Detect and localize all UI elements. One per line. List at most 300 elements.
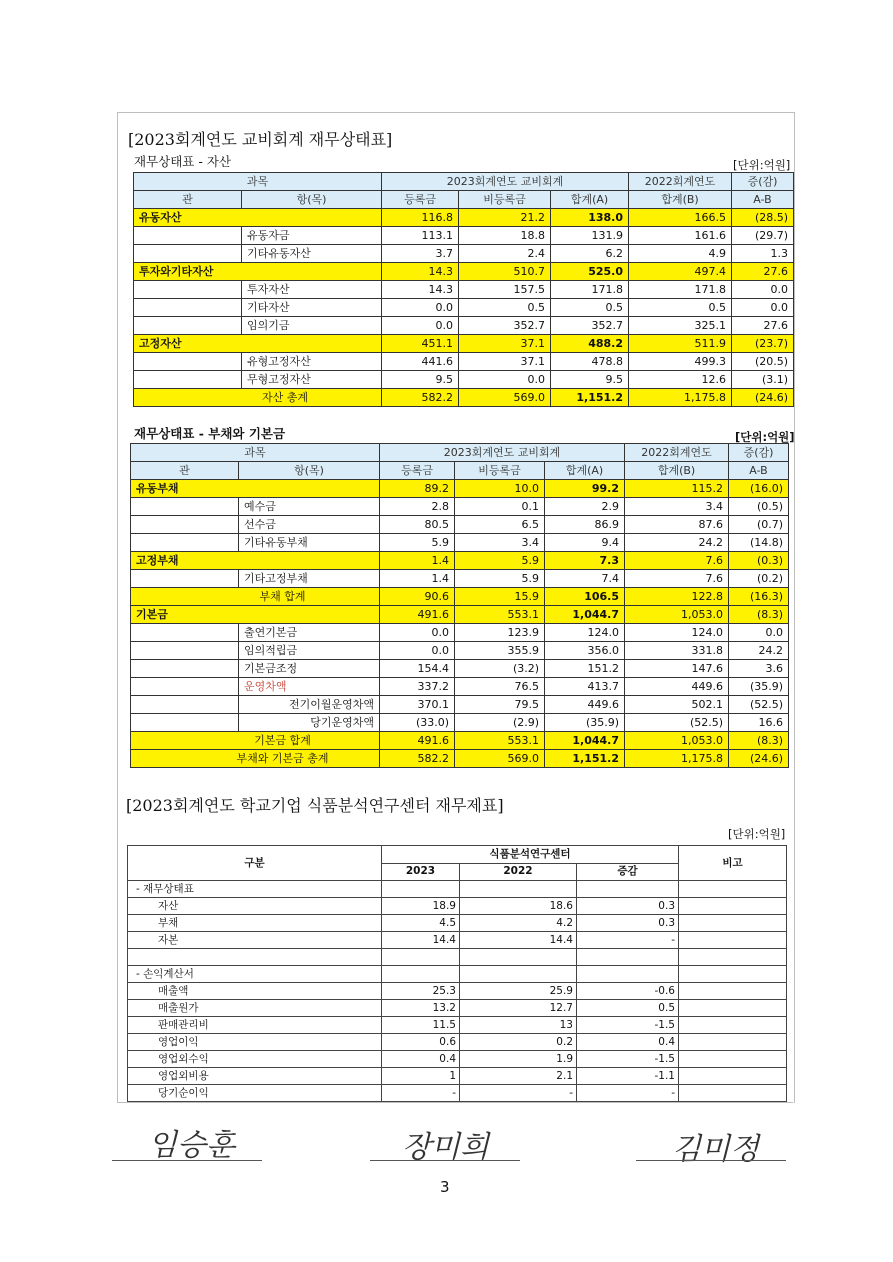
cell-v3: 99.2 [545,480,625,498]
cell-v1: 90.6 [380,588,455,606]
cell-v2: 5.9 [455,552,545,570]
table-row [131,534,789,552]
cell-c [577,949,679,966]
row-hang: 선수금 [239,516,380,534]
cell-v1: 89.2 [380,480,455,498]
cell-b: 14.4 [460,932,577,949]
row-label: - 손익계산서 [128,966,382,983]
cell-v2: 6.5 [455,516,545,534]
row-label: 부채 [128,915,382,932]
cell-v4: 87.6 [625,516,729,534]
cell-v5: (35.9) [729,678,789,696]
cell-v4: 24.2 [625,534,729,552]
cell-v2: (2.9) [455,714,545,732]
section2-unit: [단위:억원] [735,430,795,444]
cell-note [679,1000,787,1017]
cell-v1: 491.6 [380,606,455,624]
col-tuition: 등록금 [382,191,459,209]
cell-v4: 122.8 [625,588,729,606]
cell-a: 0.6 [382,1034,460,1051]
cell-v2: 76.5 [455,678,545,696]
table-row [134,281,794,299]
row-gwan [131,696,239,714]
table-row [131,750,789,768]
col-total-a: 합계(A) [551,191,629,209]
signature-line-3 [636,1160,786,1161]
row-gwan: 유동부채 [131,480,380,498]
cell-c: -0.6 [577,983,679,1000]
cell-a [382,949,460,966]
cell-v1: 2.8 [380,498,455,516]
food-center-table [127,845,787,1102]
col-note: 비고 [679,846,787,881]
cell-v4: 511.9 [629,335,732,353]
cell-b: 2.1 [460,1068,577,1085]
content-frame-bottom [117,1102,793,1103]
cell-v1: 451.1 [382,335,459,353]
col-diff: 증(감) [732,173,794,191]
row-label: 당기순이익 [128,1085,382,1102]
col-prev-year: 2022회계연도 [625,444,729,462]
cell-note [679,898,787,915]
row-label: 판매관리비 [128,1017,382,1034]
cell-c [577,966,679,983]
cell-v1: 0.0 [382,317,459,335]
table-row [134,227,794,245]
cell-v1: 491.6 [380,732,455,750]
col-total-b: 합계(B) [629,191,732,209]
cell-v4: 502.1 [625,696,729,714]
cell-c: -1.5 [577,1017,679,1034]
cell-v5: 0.0 [732,281,794,299]
row-label: 영업이익 [128,1034,382,1051]
cell-v2: 157.5 [459,281,551,299]
row-hang: 기타유동부채 [239,534,380,552]
cell-note [679,983,787,1000]
cell-b: - [460,1085,577,1102]
col-diff: 증(감) [729,444,789,462]
col-subject: 과목 [134,173,382,191]
cell-v3: 0.5 [551,299,629,317]
cell-v4: 1,053.0 [625,606,729,624]
table-row [131,714,789,732]
cell-v5: (0.7) [729,516,789,534]
cell-v5: (16.0) [729,480,789,498]
table-row [128,1034,787,1051]
cell-v3: 9.5 [551,371,629,389]
cell-v5: 27.6 [732,317,794,335]
row-label: 자본 [128,932,382,949]
cell-c: -1.1 [577,1068,679,1085]
cell-v5: (16.3) [729,588,789,606]
cell-a [382,966,460,983]
cell-v1: 582.2 [380,750,455,768]
section2-subtitle: 재무상태표 - 부채와 기본금 [134,426,286,441]
cell-c [577,881,679,898]
asset-table [133,172,794,407]
cell-v3: 1,151.2 [551,389,629,407]
row-gwan [131,642,239,660]
cell-v4: 325.1 [629,317,732,335]
cell-v3: 525.0 [551,263,629,281]
cell-v2: 0.0 [459,371,551,389]
cell-v5: 0.0 [729,624,789,642]
cell-v3: 1,044.7 [545,606,625,624]
cell-v2: 37.1 [459,353,551,371]
section1-subtitle: 재무상태표 - 자산 [134,154,231,169]
col-2022: 2022 [460,863,577,881]
table-row [131,570,789,588]
signature-1: 임승훈 [148,1128,235,1163]
cell-v5: (0.3) [729,552,789,570]
table-row [131,642,789,660]
cell-v5: 24.2 [729,642,789,660]
cell-v1: 80.5 [380,516,455,534]
cell-v2: 553.1 [455,732,545,750]
row-gwan: 고정자산 [134,335,382,353]
col-non-tuition: 비등록금 [455,462,545,480]
table-row [134,263,794,281]
row-gwan: 기본금 [131,606,380,624]
row-gwan [131,516,239,534]
table-row [128,915,787,932]
cell-v2: 5.9 [455,570,545,588]
row-hang: 임의적립금 [239,642,380,660]
cell-v1: 5.9 [380,534,455,552]
col-current-year: 2023회계연도 교비회계 [382,173,629,191]
page-number: 3 [440,1178,450,1196]
cell-c: 0.5 [577,1000,679,1017]
cell-v2: 0.5 [459,299,551,317]
cell-v1: 441.6 [382,353,459,371]
table-row [128,949,787,966]
row-gwan [134,299,242,317]
cell-v1: 154.4 [380,660,455,678]
cell-v3: 138.0 [551,209,629,227]
cell-v3: 9.4 [545,534,625,552]
cell-v4: 499.3 [629,353,732,371]
table-row [128,1017,787,1034]
row-total-label: 부채와 기본금 총계 [131,750,380,768]
signature-line-1 [112,1160,262,1161]
table-row [134,317,794,335]
cell-v1: 0.0 [382,299,459,317]
row-hang: 기타유동자산 [242,245,382,263]
col-hang: 항(목) [242,191,382,209]
cell-v2: 15.9 [455,588,545,606]
cell-v4: 4.9 [629,245,732,263]
cell-note [679,915,787,932]
section3-unit: [단위:억원] [728,827,786,841]
row-gwan: 투자와기타자산 [134,263,382,281]
row-gwan [131,678,239,696]
table-row [128,983,787,1000]
table-row [128,966,787,983]
cell-c: - [577,1085,679,1102]
col-total-a: 합계(A) [545,462,625,480]
cell-v2: 37.1 [459,335,551,353]
cell-v3: 1,044.7 [545,732,625,750]
table-row [131,624,789,642]
row-label [128,949,382,966]
table-row [134,353,794,371]
cell-v3: 352.7 [551,317,629,335]
cell-v2: 0.1 [455,498,545,516]
cell-v4: 3.4 [625,498,729,516]
section1-unit: [단위:억원] [733,158,791,172]
cell-v4: 449.6 [625,678,729,696]
row-gwan [131,534,239,552]
col-current-year: 2023회계연도 교비회계 [380,444,625,462]
cell-v5: (20.5) [732,353,794,371]
cell-v4: 7.6 [625,570,729,588]
cell-v5: (28.5) [732,209,794,227]
cell-b: 13 [460,1017,577,1034]
cell-v2: 21.2 [459,209,551,227]
cell-v1: 370.1 [380,696,455,714]
cell-v2: 3.4 [455,534,545,552]
cell-v2: 18.8 [459,227,551,245]
cell-v4: 1,053.0 [625,732,729,750]
cell-b [460,966,577,983]
cell-v4: 115.2 [625,480,729,498]
col-a-minus-b: A-B [732,191,794,209]
table-row [128,1068,787,1085]
cell-c: 0.3 [577,898,679,915]
row-hang: 당기운영차액 [239,714,380,732]
cell-v3: 6.2 [551,245,629,263]
row-gwan: 유동자산 [134,209,382,227]
table-row [131,498,789,516]
table-row [131,516,789,534]
cell-c: -1.5 [577,1051,679,1068]
row-hang: 전기이월운영차액 [239,696,380,714]
cell-v3: 151.2 [545,660,625,678]
row-hang: 기타자산 [242,299,382,317]
col-center: 식품분석연구센터 [382,846,679,864]
cell-v5: (0.5) [729,498,789,516]
cell-v2: 352.7 [459,317,551,335]
cell-v5: (3.1) [732,371,794,389]
col-2023: 2023 [382,863,460,881]
cell-v2: 123.9 [455,624,545,642]
cell-v4: (52.5) [625,714,729,732]
cell-v4: 161.6 [629,227,732,245]
cell-v4: 497.4 [629,263,732,281]
row-hang: 기타고정부채 [239,570,380,588]
cell-v5: 0.0 [732,299,794,317]
table-row [131,480,789,498]
cell-b: 25.9 [460,983,577,1000]
row-gwan [134,281,242,299]
cell-v1: 113.1 [382,227,459,245]
cell-v2: 2.4 [459,245,551,263]
row-label: - 재무상태표 [128,881,382,898]
cell-v1: (33.0) [380,714,455,732]
cell-v5: (29.7) [732,227,794,245]
row-label: 영업외수익 [128,1051,382,1068]
signature-3: 김미정 [672,1132,759,1167]
cell-v4: 1,175.8 [625,750,729,768]
cell-note [679,1068,787,1085]
cell-v3: 356.0 [545,642,625,660]
row-hang: 임의기금 [242,317,382,335]
cell-note [679,949,787,966]
cell-b: 4.2 [460,915,577,932]
row-total-label: 부채 합계 [131,588,380,606]
row-gwan [134,245,242,263]
row-hang: 출연기본금 [239,624,380,642]
cell-v1: 14.3 [382,263,459,281]
section1-title: [2023회계연도 교비회계 재무상태표] [128,130,393,149]
cell-v3: (35.9) [545,714,625,732]
cell-v3: 106.5 [545,588,625,606]
col-change: 증감 [577,863,679,881]
cell-b: 12.7 [460,1000,577,1017]
cell-v1: 0.0 [380,624,455,642]
cell-a: - [382,1085,460,1102]
cell-v4: 124.0 [625,624,729,642]
cell-v5: (8.3) [729,732,789,750]
cell-v5: 1.3 [732,245,794,263]
cell-b [460,881,577,898]
cell-v4: 0.5 [629,299,732,317]
row-gwan [131,570,239,588]
row-hang: 유동자금 [242,227,382,245]
cell-v5: (8.3) [729,606,789,624]
cell-c: - [577,932,679,949]
cell-a: 11.5 [382,1017,460,1034]
cell-v2: 553.1 [455,606,545,624]
table-row [131,552,789,570]
cell-v5: 3.6 [729,660,789,678]
row-hang: 운영차액 [239,678,380,696]
row-hang: 예수금 [239,498,380,516]
col-gwan: 관 [134,191,242,209]
cell-v3: 478.8 [551,353,629,371]
cell-v4: 7.6 [625,552,729,570]
table-row [128,881,787,898]
row-label: 영업외비용 [128,1068,382,1085]
cell-v4: 147.6 [625,660,729,678]
table-row [134,299,794,317]
table-row [131,660,789,678]
row-label: 매출액 [128,983,382,1000]
cell-note [679,1034,787,1051]
row-gwan [134,371,242,389]
row-label: 자산 [128,898,382,915]
cell-v5: (24.6) [729,750,789,768]
col-total-b: 합계(B) [625,462,729,480]
cell-note [679,1051,787,1068]
row-gwan [134,227,242,245]
cell-a: 18.9 [382,898,460,915]
cell-v5: (0.2) [729,570,789,588]
cell-v1: 116.8 [382,209,459,227]
cell-b [460,949,577,966]
cell-v4: 171.8 [629,281,732,299]
table-row [131,606,789,624]
col-subject: 과목 [131,444,380,462]
cell-v3: 171.8 [551,281,629,299]
col-a-minus-b: A-B [729,462,789,480]
row-gwan [134,353,242,371]
row-hang: 유형고정자산 [242,353,382,371]
cell-v5: 16.6 [729,714,789,732]
cell-a: 25.3 [382,983,460,1000]
cell-v3: 449.6 [545,696,625,714]
row-label: 매출원가 [128,1000,382,1017]
cell-v2: 79.5 [455,696,545,714]
row-gwan [131,498,239,516]
cell-note [679,966,787,983]
cell-note [679,1085,787,1102]
cell-a [382,881,460,898]
cell-note [679,881,787,898]
table-row [131,732,789,750]
cell-v2: 569.0 [455,750,545,768]
col-tuition: 등록금 [380,462,455,480]
signature-2: 장미희 [402,1130,489,1165]
cell-v1: 1.4 [380,570,455,588]
cell-v4: 12.6 [629,371,732,389]
cell-v4: 1,175.8 [629,389,732,407]
row-gwan [131,624,239,642]
table-row [134,245,794,263]
cell-v3: 86.9 [545,516,625,534]
cell-note [679,932,787,949]
row-gwan: 고정부채 [131,552,380,570]
row-gwan [134,317,242,335]
cell-v1: 14.3 [382,281,459,299]
table-row [128,1051,787,1068]
row-total-label: 기본금 합계 [131,732,380,750]
cell-v4: 166.5 [629,209,732,227]
cell-v3: 131.9 [551,227,629,245]
cell-a: 13.2 [382,1000,460,1017]
cell-v1: 3.7 [382,245,459,263]
cell-a: 4.5 [382,915,460,932]
row-gwan [131,660,239,678]
col-prev-year: 2022회계연도 [629,173,732,191]
table-row [131,678,789,696]
cell-b: 18.6 [460,898,577,915]
table-row [134,335,794,353]
cell-v5: (14.8) [729,534,789,552]
table-row [131,696,789,714]
cell-v2: 355.9 [455,642,545,660]
cell-v1: 1.4 [380,552,455,570]
row-hang: 기본금조정 [239,660,380,678]
table-row [128,1085,787,1102]
cell-v5: (52.5) [729,696,789,714]
cell-b: 1.9 [460,1051,577,1068]
col-gwan: 관 [131,462,239,480]
section3-title: [2023회계연도 학교기업 식품분석연구센터 재무제표] [126,796,504,815]
cell-a: 0.4 [382,1051,460,1068]
col-non-tuition: 비등록금 [459,191,551,209]
row-hang: 투자자산 [242,281,382,299]
cell-v3: 488.2 [551,335,629,353]
table-row [131,588,789,606]
cell-v2: 510.7 [459,263,551,281]
cell-v1: 337.2 [380,678,455,696]
cell-v4: 331.8 [625,642,729,660]
cell-v1: 582.2 [382,389,459,407]
cell-b: 0.2 [460,1034,577,1051]
cell-v3: 413.7 [545,678,625,696]
cell-v1: 0.0 [380,642,455,660]
